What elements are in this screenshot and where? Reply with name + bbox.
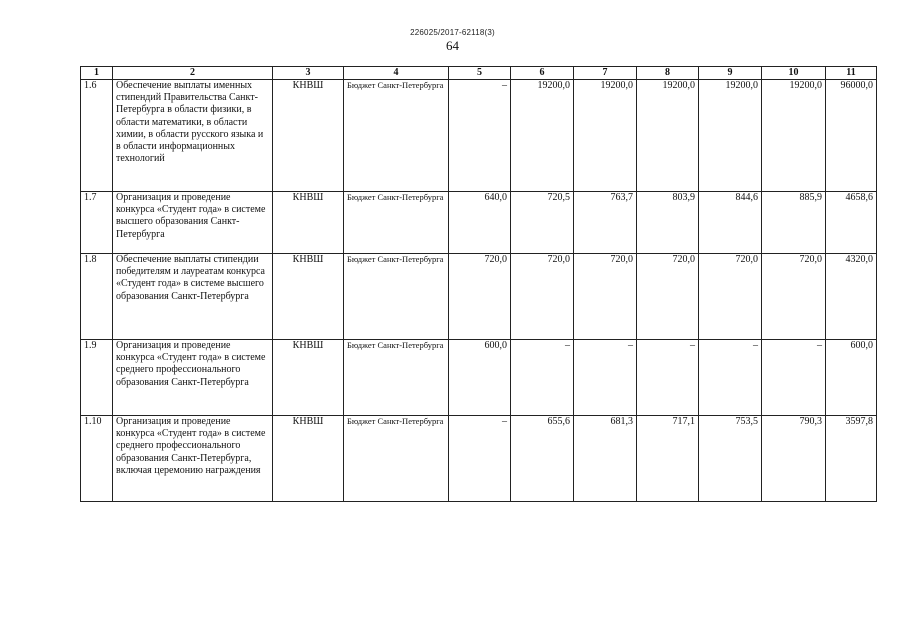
value-cell: 19200,0 [511, 80, 574, 192]
value-cell: 803,9 [637, 192, 699, 254]
column-header: 11 [826, 67, 877, 80]
value-cell: 4658,6 [826, 192, 877, 254]
row-number: 1.10 [81, 416, 113, 502]
value-cell: – [637, 340, 699, 416]
value-cell: – [762, 340, 826, 416]
executor: КНВШ [273, 254, 344, 340]
value-cell: – [574, 340, 637, 416]
executor: КНВШ [273, 340, 344, 416]
value-cell: 885,9 [762, 192, 826, 254]
column-header: 9 [699, 67, 762, 80]
column-header: 8 [637, 67, 699, 80]
value-cell: 717,1 [637, 416, 699, 502]
executor: КНВШ [273, 192, 344, 254]
row-number: 1.8 [81, 254, 113, 340]
value-cell: 763,7 [574, 192, 637, 254]
value-cell: 720,0 [637, 254, 699, 340]
value-cell: 3597,8 [826, 416, 877, 502]
column-header: 3 [273, 67, 344, 80]
executor: КНВШ [273, 416, 344, 502]
value-cell: 681,3 [574, 416, 637, 502]
activity-name: Организация и проведение конкурса «Студент года» в системе среднего профессионального образования Санкт-Петербурга [113, 340, 273, 416]
column-header: 10 [762, 67, 826, 80]
column-header: 5 [449, 67, 511, 80]
value-cell: 720,0 [699, 254, 762, 340]
table-row [81, 416, 877, 502]
table-row [81, 254, 877, 340]
activity-name: Обеспечение выплаты стипендии победителям и лауреатам конкурса «Студент года» в системе высшего образования Санкт-Петербурга [113, 254, 273, 340]
value-cell: 4320,0 [826, 254, 877, 340]
column-header: 2 [113, 67, 273, 80]
table-row [81, 192, 877, 254]
table-row [81, 340, 877, 416]
funding-source: Бюджет Санкт-Петербурга [344, 340, 449, 416]
column-header: 6 [511, 67, 574, 80]
value-cell: 720,0 [449, 254, 511, 340]
activity-name: Организация и проведение конкурса «Студент года» в системе высшего образования Санкт-Петербурга [113, 192, 273, 254]
value-cell: 844,6 [699, 192, 762, 254]
program-table [80, 66, 877, 502]
value-cell: 640,0 [449, 192, 511, 254]
value-cell: 753,5 [699, 416, 762, 502]
funding-source: Бюджет Санкт-Петербурга [344, 192, 449, 254]
row-number: 1.9 [81, 340, 113, 416]
value-cell: 19200,0 [637, 80, 699, 192]
value-cell: 720,5 [511, 192, 574, 254]
value-cell: 19200,0 [762, 80, 826, 192]
activity-name: Обеспечение выплаты именных стипендий Правительства Санкт-Петербурга в области физики, в области математики, в области химии, в области русского языка и в области информационных технологий [113, 80, 273, 192]
value-cell: – [511, 340, 574, 416]
column-header: 7 [574, 67, 637, 80]
row-number: 1.7 [81, 192, 113, 254]
value-cell: 19200,0 [699, 80, 762, 192]
value-cell: 600,0 [449, 340, 511, 416]
executor: КНВШ [273, 80, 344, 192]
value-cell: – [699, 340, 762, 416]
value-cell: 720,0 [511, 254, 574, 340]
value-cell: 96000,0 [826, 80, 877, 192]
funding-source: Бюджет Санкт-Петербурга [344, 254, 449, 340]
value-cell: 720,0 [574, 254, 637, 340]
value-cell: 655,6 [511, 416, 574, 502]
value-cell: 790,3 [762, 416, 826, 502]
page-number: 64 [446, 38, 459, 53]
value-cell: – [449, 80, 511, 192]
value-cell: – [449, 416, 511, 502]
column-header: 1 [81, 67, 113, 80]
table-row [81, 80, 877, 192]
funding-source: Бюджет Санкт-Петербурга [344, 416, 449, 502]
document-id: 226025/2017-62118(3) [410, 28, 495, 37]
funding-source: Бюджет Санкт-Петербурга [344, 80, 449, 192]
table-header-row [81, 67, 877, 80]
column-header: 4 [344, 67, 449, 80]
value-cell: 19200,0 [574, 80, 637, 192]
value-cell: 600,0 [826, 340, 877, 416]
activity-name: Организация и проведение конкурса «Студент года» в системе среднего профессионального образования Санкт-Петербурга, включая церемонию награждения [113, 416, 273, 502]
value-cell: 720,0 [762, 254, 826, 340]
row-number: 1.6 [81, 80, 113, 192]
